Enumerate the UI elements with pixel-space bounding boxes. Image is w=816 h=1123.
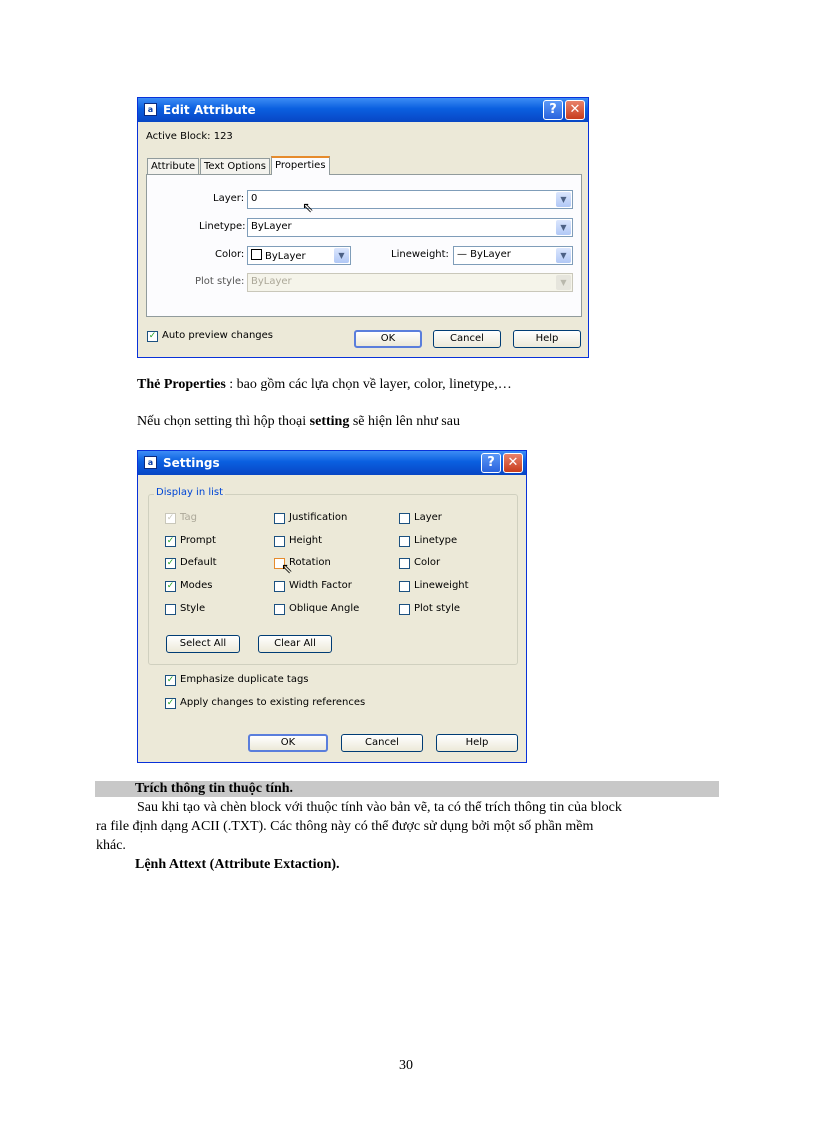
- cancel-button[interactable]: Cancel: [341, 734, 423, 752]
- select-all-button[interactable]: Select All: [166, 635, 240, 653]
- color-checkbox[interactable]: [399, 558, 410, 569]
- linetype-checkbox[interactable]: [399, 536, 410, 547]
- plotstyle-label: Plot style:: [195, 276, 245, 287]
- help-icon[interactable]: ?: [543, 100, 563, 120]
- height-checkbox[interactable]: [274, 536, 285, 547]
- oblique-angle-label: Oblique Angle: [289, 603, 360, 614]
- chevron-down-icon: ▼: [556, 275, 571, 290]
- tab-text-options[interactable]: Text Options: [200, 158, 270, 175]
- tag-label: Tag: [180, 512, 197, 523]
- settings-intro: Nếu chọn setting thì hộp thoại setting sẽ hiện lên như sau: [137, 414, 460, 429]
- dialog-title: Settings: [163, 456, 220, 470]
- justification-label: Justification: [289, 512, 348, 523]
- layer-checkbox[interactable]: [399, 513, 410, 524]
- color-label: Color:: [215, 249, 245, 260]
- height-label: Height: [289, 535, 323, 546]
- clear-all-button[interactable]: Clear All: [258, 635, 332, 653]
- tab-attribute[interactable]: Attribute: [147, 158, 199, 175]
- width-factor-checkbox[interactable]: [274, 581, 285, 592]
- apply-changes-label: Apply changes to existing references: [180, 697, 366, 708]
- default-checkbox[interactable]: ✓: [166, 558, 175, 568]
- chevron-down-icon[interactable]: ▼: [556, 192, 571, 207]
- style-label: Style: [180, 603, 206, 614]
- layer-label: Layer: [414, 512, 442, 523]
- modes-label: Modes: [180, 580, 213, 591]
- cancel-button[interactable]: Cancel: [433, 330, 501, 348]
- plotstyle-combo: ByLayer ▼: [247, 273, 573, 292]
- apply-changes-checkbox[interactable]: ✓: [166, 698, 175, 708]
- plot-style-label: Plot style: [414, 603, 461, 614]
- mouse-cursor-icon: ⇖: [281, 561, 293, 577]
- dialog-title: Edit Attribute: [163, 103, 256, 117]
- lineweight-checkbox[interactable]: [399, 581, 410, 592]
- emphasize-label: Emphasize duplicate tags: [180, 674, 309, 685]
- default-label: Default: [180, 557, 217, 568]
- settings-dialog: [137, 450, 527, 763]
- prompt-checkbox[interactable]: ✓: [166, 536, 175, 546]
- lineweight-label: Lineweight:: [391, 249, 449, 260]
- linetype-label: Linetype:: [199, 221, 246, 232]
- page-number: 30: [399, 1058, 413, 1073]
- chevron-down-icon[interactable]: ▼: [556, 248, 571, 263]
- body-line-1: Sau khi tạo và chèn block với thuộc tính vào bản vẽ, ta có thể trích thông tin của block: [137, 800, 622, 815]
- body-line-3: khác.: [96, 838, 126, 853]
- plot-style-checkbox[interactable]: [399, 604, 410, 615]
- emphasize-checkbox[interactable]: ✓: [166, 675, 175, 685]
- tab-properties[interactable]: Properties: [271, 156, 330, 175]
- close-icon[interactable]: ✕: [503, 453, 523, 473]
- prompt-label: Prompt: [180, 535, 216, 546]
- auto-preview-checkbox[interactable]: ✓: [148, 331, 157, 341]
- active-block-label: Active Block: 123: [146, 131, 233, 142]
- command-heading: Lệnh Attext (Attribute Extaction).: [135, 857, 340, 872]
- help-button[interactable]: Help: [436, 734, 518, 752]
- linetype-label: Linetype: [414, 535, 458, 546]
- linetype-combo[interactable]: ByLayer ▼: [247, 218, 573, 237]
- close-icon[interactable]: ✕: [565, 100, 585, 120]
- help-icon[interactable]: ?: [481, 453, 501, 473]
- display-in-list-label: Display in list: [156, 487, 224, 498]
- modes-checkbox[interactable]: ✓: [166, 581, 175, 591]
- justification-checkbox[interactable]: [274, 513, 285, 524]
- properties-panel: [146, 174, 582, 317]
- layer-combo[interactable]: 0 ▼: [247, 190, 573, 209]
- app-icon: a: [144, 456, 157, 469]
- style-checkbox[interactable]: [165, 604, 176, 615]
- mouse-cursor-icon: ⇖: [302, 200, 314, 216]
- color-label: Color: [414, 557, 441, 568]
- color-combo[interactable]: ByLayer ▼: [247, 246, 351, 265]
- chevron-down-icon[interactable]: ▼: [334, 248, 349, 263]
- lineweight-label: Lineweight: [414, 580, 469, 591]
- ok-button[interactable]: OK: [248, 734, 328, 752]
- edit-attribute-dialog: [137, 97, 589, 358]
- help-button[interactable]: Help: [513, 330, 581, 348]
- tag-checkbox: ✓: [166, 513, 175, 523]
- section-heading: Trích thông tin thuộc tính.: [135, 781, 294, 796]
- lineweight-combo[interactable]: — ByLayer ▼: [453, 246, 573, 265]
- ok-button[interactable]: OK: [354, 330, 422, 348]
- app-icon: a: [144, 103, 157, 116]
- edit-attribute-titlebar[interactable]: [138, 98, 588, 122]
- properties-caption: Thẻ Properties : bao gồm các lựa chọn về layer, color, linetype,…: [137, 377, 512, 392]
- settings-titlebar[interactable]: [138, 451, 526, 475]
- body-line-2: ra file định dạng ACII (.TXT). Các thông này có thể được sử dụng bởi một số phần mềm: [96, 819, 594, 834]
- width-factor-label: Width Factor: [289, 580, 352, 591]
- color-swatch-icon: [251, 249, 262, 260]
- layer-label: Layer:: [213, 193, 245, 204]
- oblique-angle-checkbox[interactable]: [274, 604, 285, 615]
- chevron-down-icon[interactable]: ▼: [556, 220, 571, 235]
- auto-preview-label: Auto preview changes: [162, 330, 274, 341]
- rotation-label: Rotation: [289, 557, 331, 568]
